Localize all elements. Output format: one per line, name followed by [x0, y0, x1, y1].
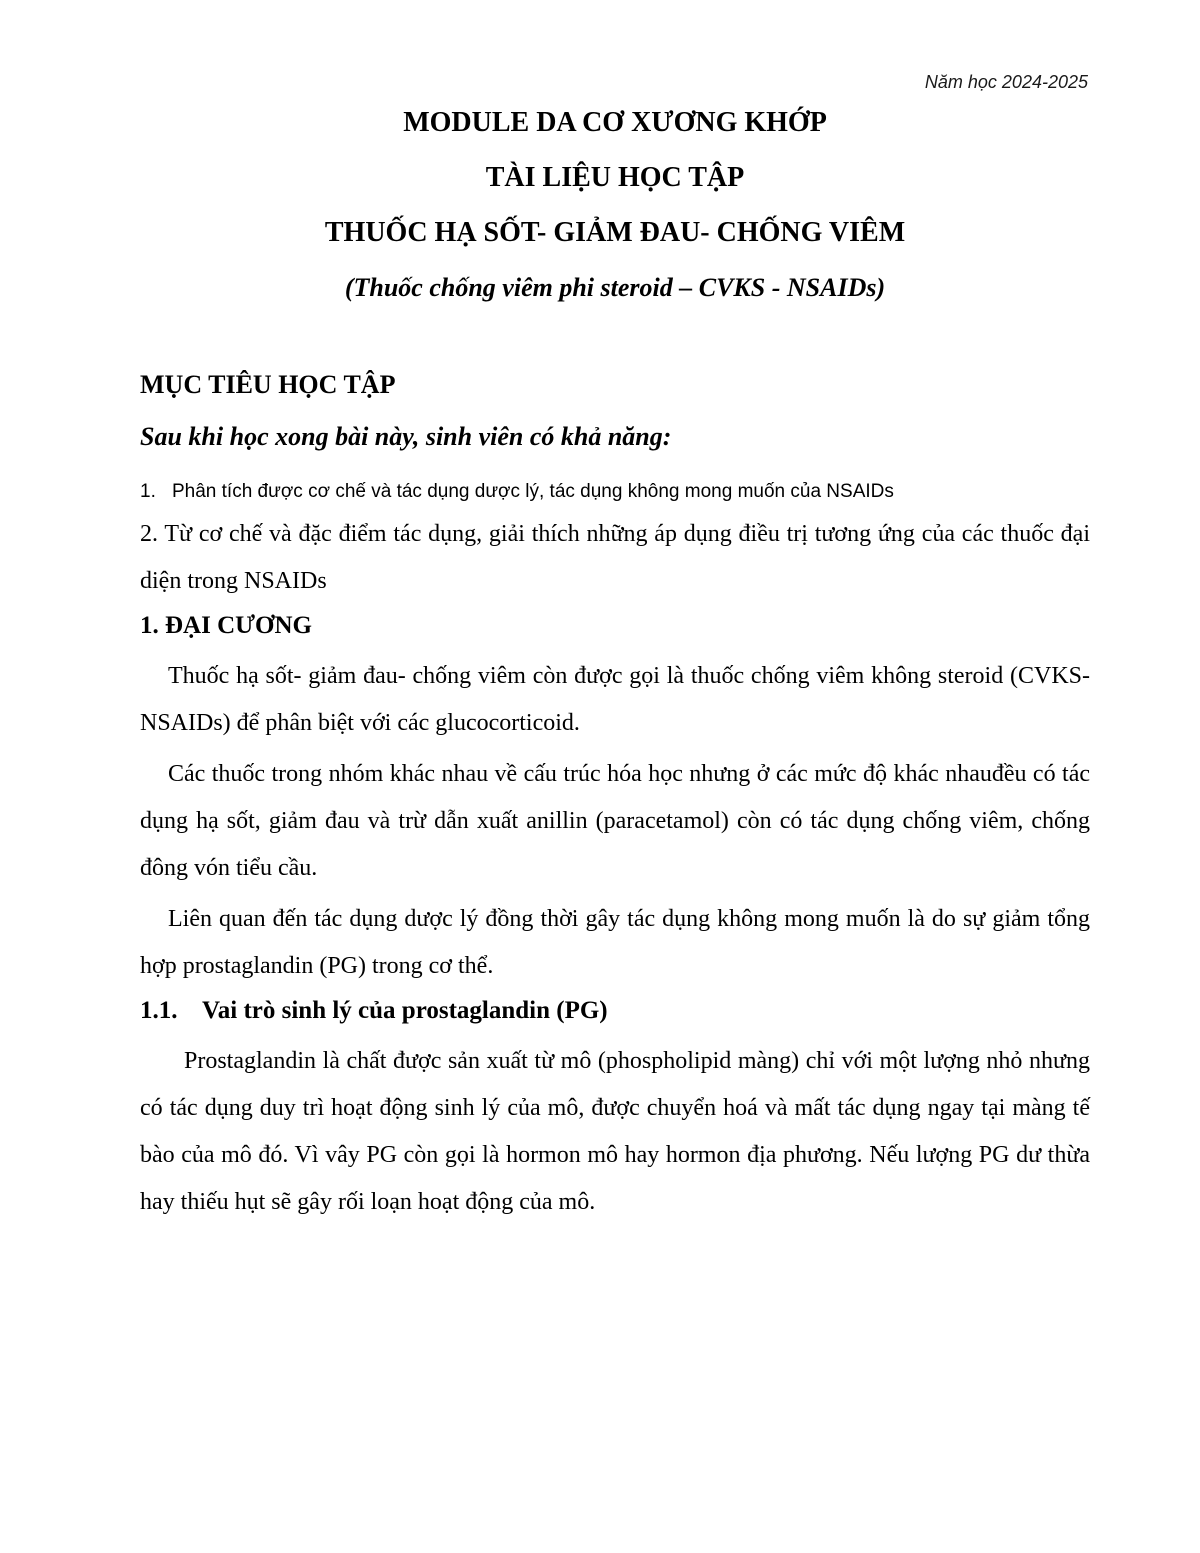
academic-year: Năm học 2024-2025	[924, 72, 1088, 92]
paragraph: Các thuốc trong nhóm khác nhau về cấu trúc hóa học nhưng ở các mức độ khác nhauđều có tác dụng hạ sốt, giảm đau và trừ dẫn xuất anillin (paracetamol) còn có tác dụng chống viêm, chống đông vón tiểu cầu.	[140, 761, 1090, 881]
subsection-title: Vai trò sinh lý của prostaglandin (PG)	[202, 997, 608, 1024]
module-title: MODULE DA CƠ XƯƠNG KHỚP	[403, 107, 827, 138]
topic-subtitle: (Thuốc chống viêm phi steroid – CVKS - NSAIDs)	[344, 273, 886, 302]
document-body	[140, 365, 1090, 1230]
document-type-title: TÀI LIỆU HỌC TẬP	[485, 162, 745, 193]
objectives-lead: Sau khi học xong bài này, sinh viên có khả năng:	[140, 422, 672, 451]
subsection-number: 1.1.	[140, 997, 178, 1024]
objective-text: Phân tích được cơ chế và tác dụng dược lý, tác dụng không mong muốn của NSAIDs	[172, 481, 894, 502]
objective-item-1	[140, 479, 1090, 505]
subsection-heading-prostaglandin	[140, 994, 1090, 1028]
objective-number: 2.	[140, 521, 158, 547]
paragraph: Prostaglandin là chất được sản xuất từ mô (phospholipid màng) chỉ với một lượng nhỏ nhưng có tác dụng duy trì hoạt động sinh lý của mô, được chuyển hoá và mất tác dụng ngay tại màng tế bào của mô đó. Vì vây PG còn gọi là hormon mô hay hormon địa phương. Nếu lượng PG dư thừa hay thiếu hụt sẽ gây rối loạn hoạt động của mô.	[140, 1048, 1090, 1215]
paragraph: Thuốc hạ sốt- giảm đau- chống viêm còn được gọi là thuốc chống viêm không steroid (CVKS- NSAIDs) để phân biệt với các glucocorticoid.	[140, 663, 1090, 736]
objective-number: 1.	[140, 481, 156, 502]
objectives-heading: MỤC TIÊU HỌC TẬP	[140, 370, 396, 399]
section-heading-dai-cuong: 1. ĐẠI CƯƠNG	[140, 612, 312, 639]
topic-title: THUỐC HẠ SỐT- GIẢM ĐAU- CHỐNG VIÊM	[324, 217, 906, 248]
objective-item-2	[140, 511, 1090, 605]
objective-text: Từ cơ chế và đặc điểm tác dụng, giải thích những áp dụng điều trị tương ứng của các thuốc đại diện trong NSAIDs	[140, 521, 1090, 594]
paragraph: Liên quan đến tác dụng dược lý đồng thời gây tác dụng không mong muốn là do sự giảm tổng hợp prostaglandin (PG) trong cơ thể.	[140, 906, 1090, 979]
title-block	[140, 108, 1090, 303]
